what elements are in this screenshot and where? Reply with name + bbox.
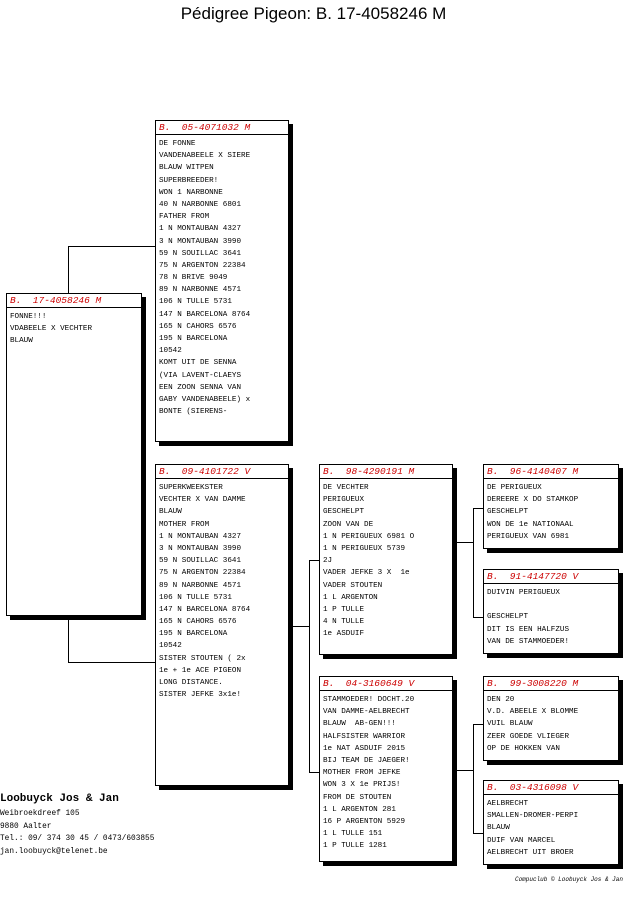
description-line bbox=[487, 599, 615, 611]
ring-number: B. 96-4140407 M bbox=[487, 466, 579, 477]
description-line: 10542 bbox=[159, 642, 182, 651]
description-line: STAMMOEDER! DOCHT.20 bbox=[323, 696, 415, 704]
connector-line bbox=[68, 616, 69, 663]
description-line: 147 N BARCELONA 8764 bbox=[159, 605, 251, 614]
pigeon-card-dam-dam-sire bbox=[483, 676, 619, 761]
description-line: 1 N MONTAUBAN 4327 bbox=[159, 532, 242, 541]
description-line: 106 N TULLE 5731 bbox=[159, 298, 232, 307]
description-line: DE VECHTER bbox=[323, 484, 369, 492]
description-line: GESCHELPT bbox=[487, 508, 529, 517]
connector-line bbox=[68, 662, 156, 663]
connector-line bbox=[309, 560, 319, 561]
description-line: VDABEELE X VECHTER bbox=[10, 325, 93, 334]
description-line: 165 N CAHORS 6576 bbox=[159, 322, 237, 331]
description-line: SMALLEN-DROMER-PERPI bbox=[487, 812, 579, 821]
description-line: SUPERKWEEKSTER bbox=[159, 484, 223, 492]
description-line: 16 P ARGENTON 5929 bbox=[323, 817, 406, 826]
pigeon-card-dam-dam bbox=[319, 676, 453, 862]
description-line: BLAUW bbox=[159, 508, 182, 517]
description-line: 1 L ARGENTON 281 bbox=[323, 805, 396, 814]
description-line: BONTE (SIERENS- bbox=[159, 408, 228, 417]
description-line: FONNE!!! bbox=[10, 313, 47, 321]
description-line: FATHER FROM bbox=[159, 213, 210, 222]
description-line: DEREERE X DO STAMKOP bbox=[487, 496, 579, 505]
description-line: 1 N MONTAUBAN 4327 bbox=[159, 225, 242, 234]
description-line: EEN ZOON SENNA VAN bbox=[159, 383, 242, 392]
description-line: 1 L TULLE 151 bbox=[323, 830, 383, 839]
description-line: 1 N PERIGUEUX 5739 bbox=[323, 544, 406, 553]
pigeon-card-subject bbox=[6, 293, 142, 616]
connector-line bbox=[68, 246, 156, 247]
description-line: 59 N SOUILLAC 3641 bbox=[159, 557, 242, 566]
description-line: VUIL BLAUW bbox=[487, 720, 533, 729]
description-line: PERIGUEUX bbox=[323, 496, 365, 505]
description-line: BLAUW AB-GEN!!! bbox=[323, 720, 396, 729]
description-line: 10542 bbox=[159, 347, 182, 356]
description-line: ZEER GOEDE VLIEGER bbox=[487, 732, 570, 741]
description-line: (VIA LAVENT-CLAEYS bbox=[159, 371, 242, 380]
description-line: 2J bbox=[323, 557, 333, 566]
pigeon-description bbox=[320, 482, 452, 640]
divider bbox=[484, 690, 618, 691]
description-line: GABY VANDENABEELE) x bbox=[159, 395, 251, 404]
connector-line bbox=[473, 724, 483, 725]
description-line: DEN 20 bbox=[487, 696, 515, 704]
connector-line bbox=[457, 770, 473, 771]
description-line: V.D. ABEELE X BLOMME bbox=[487, 708, 579, 717]
description-line: DUIVIN PERIGUEUX bbox=[487, 589, 560, 597]
ring-number: B. 91-4147720 V bbox=[487, 571, 579, 582]
owner-name: Loobuyck Jos & Jan bbox=[0, 793, 119, 805]
ring-number: B. 09-4101722 V bbox=[159, 466, 251, 477]
description-line: MOTHER FROM bbox=[159, 520, 210, 529]
pigeon-card-dam-dam-dam bbox=[483, 780, 619, 865]
description-line: MOTHER FROM JEFKE bbox=[323, 769, 401, 778]
divider bbox=[7, 307, 141, 308]
description-line: 195 N BARCELONA bbox=[159, 630, 228, 639]
pigeon-description bbox=[156, 138, 288, 418]
description-line: WON 1 NARBONNE bbox=[159, 188, 223, 197]
divider bbox=[484, 583, 618, 584]
description-line: FROM DE STOUTEN bbox=[323, 793, 392, 802]
divider bbox=[156, 478, 288, 479]
ring-number: B. 17-4058246 M bbox=[10, 295, 102, 306]
owner-block bbox=[0, 793, 154, 858]
page-title: Pédigree Pigeon: B. 17-4058246 M bbox=[180, 4, 447, 23]
description-line: BLAUW bbox=[487, 824, 510, 833]
pigeon-card-dam bbox=[155, 464, 289, 786]
description-line: 106 N TULLE 5731 bbox=[159, 593, 232, 602]
description-line: 78 N BRIVE 9049 bbox=[159, 274, 228, 283]
description-line: VECHTER X VAN DAMME bbox=[159, 496, 246, 505]
description-line: VAN DE STAMMOEDER! bbox=[487, 637, 570, 646]
description-line: 40 N NARBONNE 6801 bbox=[159, 200, 242, 209]
divider bbox=[484, 478, 618, 479]
ring-number: B. 04-3160649 V bbox=[323, 678, 415, 689]
description-line: 59 N SOUILLAC 3641 bbox=[159, 249, 242, 258]
connector-line bbox=[293, 626, 309, 627]
description-line: KOMT UIT DE SENNA bbox=[159, 359, 237, 368]
description-line: BIJ TEAM DE JAEGER! bbox=[323, 756, 410, 765]
description-line: DE FONNE bbox=[159, 140, 196, 148]
footer-credit: Compuclub © Loobuyck Jos & Jan bbox=[514, 876, 623, 883]
pigeon-description bbox=[484, 482, 618, 543]
pigeon-description bbox=[484, 587, 618, 648]
owner-email: jan.loobuyck@telenet.be bbox=[0, 847, 108, 856]
ring-number: B. 05-4071032 M bbox=[159, 122, 251, 133]
pigeon-card-dam-sire-dam bbox=[483, 569, 619, 654]
description-line: 1e NAT ASDUIF 2015 bbox=[323, 744, 406, 753]
divider bbox=[320, 690, 452, 691]
pigeon-description bbox=[156, 482, 288, 701]
owner-address: Weibroekdreef 105 bbox=[0, 810, 80, 818]
description-line: GESCHELPT bbox=[323, 508, 365, 517]
description-line: VADER STOUTEN bbox=[323, 581, 383, 590]
connector-line bbox=[309, 560, 310, 772]
connector-line bbox=[457, 542, 473, 543]
pigeon-description bbox=[320, 694, 452, 852]
connector-line bbox=[68, 246, 69, 296]
ring-number: B. 98-4290191 M bbox=[323, 466, 415, 477]
description-line: BLAUW WITPEN bbox=[159, 164, 214, 173]
divider bbox=[484, 794, 618, 795]
description-line: 89 N NARBONNE 4571 bbox=[159, 286, 242, 295]
ring-number: B. 03-4316098 V bbox=[487, 782, 579, 793]
owner-city: 9880 Aalter bbox=[0, 822, 52, 831]
description-line: WON 3 X 1e PRIJS! bbox=[323, 781, 401, 790]
description-line: OP DE HOKKEN VAN bbox=[487, 744, 560, 753]
divider bbox=[156, 134, 288, 135]
description-line: VANDENABEELE X SIERE bbox=[159, 152, 251, 161]
description-line: SISTER JEFKE 3x1e! bbox=[159, 691, 242, 700]
description-line: DIT IS EEN HALFZUS bbox=[487, 625, 570, 634]
pigeon-card-dam-sire bbox=[319, 464, 453, 655]
connector-line bbox=[473, 833, 483, 834]
connector-line bbox=[473, 724, 474, 834]
description-line: SISTER STOUTEN ( 2x bbox=[159, 654, 246, 663]
pigeon-description bbox=[7, 311, 141, 348]
pigeon-description bbox=[484, 798, 618, 859]
description-line: 195 N BARCELONA bbox=[159, 335, 228, 343]
pigeon-description bbox=[484, 694, 618, 755]
owner-phone: Tel.: 09/ 374 30 45 / 0473/603855 bbox=[0, 835, 155, 843]
description-line: 147 N BARCELONA 8764 bbox=[159, 310, 251, 319]
description-line: 165 N CAHORS 6576 bbox=[159, 618, 237, 627]
description-line: 89 N NARBONNE 4571 bbox=[159, 581, 242, 590]
description-line: 4 N TULLE bbox=[323, 618, 365, 627]
description-line: AELBRECHT bbox=[487, 800, 529, 808]
description-line: 75 N ARGENTON 22384 bbox=[159, 569, 246, 578]
connector-line bbox=[309, 772, 319, 773]
description-line: 1 L ARGENTON bbox=[323, 593, 378, 602]
description-line: VAN DAMME-AELBRECHT bbox=[323, 708, 410, 717]
description-line: WON DE 1e NATIONAAL bbox=[487, 520, 574, 529]
description-line: GESCHELPT bbox=[487, 613, 529, 622]
ring-number: B. 99-3008220 M bbox=[487, 678, 579, 689]
connector-line bbox=[473, 508, 483, 509]
divider bbox=[320, 478, 452, 479]
connector-line bbox=[473, 617, 483, 618]
description-line: BLAUW bbox=[10, 337, 33, 346]
description-line: AELBRECHT UIT BROER bbox=[487, 848, 574, 857]
description-line: DUIF VAN MARCEL bbox=[487, 836, 556, 845]
description-line: 75 N ARGENTON 22384 bbox=[159, 261, 246, 270]
description-line: 1 P TULLE 1281 bbox=[323, 842, 387, 851]
description-line: SUPERBREEDER! bbox=[159, 176, 219, 185]
description-line: 1 P TULLE bbox=[323, 605, 365, 614]
pigeon-card-sire bbox=[155, 120, 289, 442]
description-line: 1e ASDUIF bbox=[323, 630, 365, 639]
description-line: 1 N PERIGUEUX 6981 O bbox=[323, 532, 415, 541]
description-line: 3 N MONTAUBAN 3990 bbox=[159, 544, 242, 553]
description-line: HALFSISTER WARRIOR bbox=[323, 732, 406, 741]
description-line: 3 N MONTAUBAN 3990 bbox=[159, 237, 242, 246]
description-line: ZOON VAN DE bbox=[323, 520, 374, 529]
pigeon-card-dam-sire-sire bbox=[483, 464, 619, 549]
description-line: PERIGUEUX VAN 6981 bbox=[487, 532, 570, 541]
description-line: LONG DISTANCE. bbox=[159, 679, 223, 687]
description-line: DE PERIGUEUX bbox=[487, 484, 542, 492]
description-line: VADER JEFKE 3 X 1e bbox=[323, 569, 410, 578]
connector-line bbox=[473, 508, 474, 618]
description-line: 1e + 1e ACE PIGEON bbox=[159, 666, 242, 675]
